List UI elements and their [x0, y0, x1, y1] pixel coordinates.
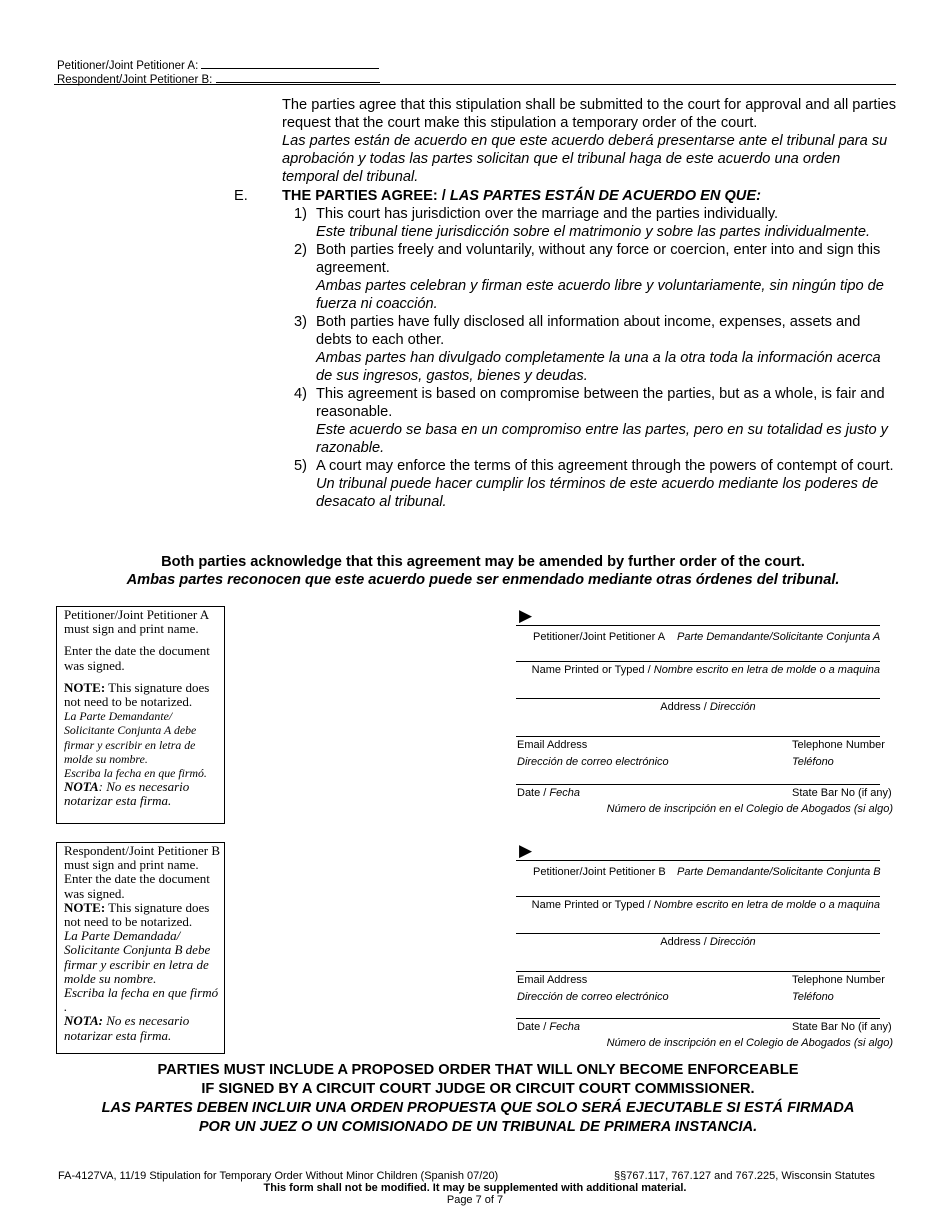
date-label-es: Fecha [549, 787, 580, 799]
box-a-note-label: NOTE: [64, 679, 106, 695]
box-b-note-text: This signature does not need to be notarized. [64, 899, 210, 930]
address-label-es: Dirección [709, 701, 756, 713]
sig-a-phone-label: Telephone Number [792, 739, 885, 751]
address-label-es: Dirección [709, 936, 756, 948]
item-es: Este tribunal tiene jurisdicción sobre el matrimonio y sobre las partes individualmente. [316, 224, 871, 240]
name-label-en: Name Printed or Typed / [531, 664, 654, 676]
sig-b-date-label [517, 1021, 580, 1034]
sig-a-date-label [517, 787, 580, 800]
sig-b-phone-label: Telephone Number [792, 974, 885, 986]
email-phone-line-b[interactable] [516, 971, 880, 972]
box-b-note [64, 901, 224, 929]
item-es: Ambas partes celebran y firman este acuerdo libre y voluntariamente, sin ningún tipo de fuerza ni coacción. [316, 278, 884, 312]
item-number: 3) [294, 314, 307, 330]
sig-b-bar-label-es: Número de inscripción en el Colegio de Abogados (si algo) [606, 1037, 893, 1049]
notice-line-4: POR UN JUEZ O UN COMISIONADO DE UN TRIBUNAL DE PRIMERA INSTANCIA. [198, 1119, 758, 1135]
notice-line-1: PARTIES MUST INCLUDE A PROPOSED ORDER THAT WILL ONLY BECOME ENFORCEABLE [157, 1062, 799, 1078]
sig-b-name-label [516, 899, 880, 912]
date-bar-line-a[interactable] [516, 784, 880, 785]
signature-line-a[interactable] [516, 625, 880, 626]
sign-here-arrow-icon: ▶ [519, 841, 533, 860]
box-a-sign-instruction: Petitioner/Joint Petitioner A must sign and print name. [64, 607, 209, 637]
sig-b-role-en: Petitioner/Joint Petitioner B [533, 866, 666, 878]
petitioner-a-name-field[interactable] [201, 56, 379, 69]
agreement-items [294, 205, 899, 511]
header-rule [54, 84, 896, 85]
intro-es: Las partes están de acuerdo en que este acuerdo deberá presentarse ante el tribunal para su aprobación y todas las partes solicitan que el tribunal haga de este acuerdo una orden temporal del tribunal. [282, 133, 888, 185]
box-a-nota-text: : No es necesario notarizar esta firma. [64, 779, 190, 809]
date-label-es: Fecha [549, 1021, 580, 1033]
sig-a-phone-label-es: Teléfono [792, 756, 834, 768]
sig-b-phone-label-es: Teléfono [792, 991, 834, 1003]
respondent-b-label: Respondent/Joint Petitioner B: [57, 74, 213, 86]
intro-paragraph [282, 96, 897, 186]
box-b-date-instruction: Enter the date the document was signed. [64, 871, 210, 901]
footer-page-number: Page 7 of 7 [446, 1194, 504, 1206]
address-label-en: Address / [660, 936, 710, 948]
signature-line-b[interactable] [516, 860, 880, 861]
box-a-nota-label: NOTA [64, 779, 99, 795]
footer-form-id: FA-4127VA, 11/19 Stipulation for Temporary Order Without Minor Children (Spanish 07/20) [58, 1170, 499, 1182]
date-label-en: Date / [517, 787, 550, 799]
box-a-note-text: This signature does not need to be notarized. [64, 679, 210, 710]
item-en: A court may enforce the terms of this agreement through the powers of contempt of court. [316, 458, 894, 474]
instruction-box-a [56, 606, 225, 824]
box-b-sign-instruction: Respondent/Joint Petitioner B must sign and print name. [64, 843, 220, 873]
notice-line-2: IF SIGNED BY A CIRCUIT COURT JUDGE OR CIRCUIT COURT COMMISSIONER. [201, 1081, 755, 1097]
sig-b-address-label [516, 936, 900, 949]
item-en: This court has jurisdiction over the marriage and the parties individually. [316, 206, 779, 222]
footer-statutes: §§767.117, 767.127 and 767.225, Wisconsin Statutes [614, 1170, 875, 1182]
list-item [294, 457, 899, 511]
email-phone-line-a[interactable] [516, 736, 880, 737]
sig-a-address-label [516, 701, 900, 714]
box-a-nota [64, 780, 224, 808]
section-e-title [282, 187, 761, 205]
address-line-a[interactable] [516, 698, 880, 699]
box-a-es-sign: La Parte Demandante/ Solicitante Conjunta A debe firmar y escribir en letra de molde su nombre. [64, 709, 197, 766]
box-b-es-sign: La Parte Demandada/ Solicitante Conjunta B debe firmar y escribir en letra de molde su nombre. [64, 928, 211, 986]
box-a-note [64, 681, 224, 709]
sign-here-arrow-icon: ▶ [519, 606, 533, 625]
item-es: Este acuerdo se basa en un compromiso entre las partes, pero en su totalidad es justo y razonable. [316, 422, 888, 456]
petitioner-a-label: Petitioner/Joint Petitioner A: [57, 60, 199, 72]
address-label-en: Address / [660, 701, 710, 713]
instruction-box-b [56, 842, 225, 1054]
box-b-nota-text: No es necesario notarizar esta firma. [64, 1013, 190, 1043]
list-item [294, 205, 899, 241]
name-label-es: Nombre escrito en letra de molde o a maquina [653, 899, 880, 911]
item-number: 4) [294, 386, 307, 402]
list-item [294, 313, 899, 385]
printed-name-line-a[interactable] [516, 661, 880, 662]
sig-b-bar-label: State Bar No (if any) [792, 1021, 892, 1033]
date-bar-line-b[interactable] [516, 1018, 880, 1019]
box-b-nota [64, 1014, 224, 1042]
printed-name-line-b[interactable] [516, 896, 880, 897]
footer-no-modify: This form shall not be modified. It may be supplemented with additional material. [263, 1182, 687, 1194]
box-b-nota-label: NOTA: [64, 1013, 103, 1029]
sig-a-bar-label-es: Número de inscripción en el Colegio de Abogados (si algo) [606, 803, 893, 815]
box-a-date-instruction: Enter the date the document was signed. [64, 643, 210, 673]
sig-a-bar-label: State Bar No (if any) [792, 787, 892, 799]
item-en: This agreement is based on compromise between the parties, but as a whole, is fair and reasonable. [316, 386, 885, 420]
sig-a-name-label [516, 664, 880, 677]
sig-b-email-label: Email Address [517, 974, 588, 986]
name-label-en: Name Printed or Typed / [531, 899, 654, 911]
box-a-es-date: Escriba la fecha en que firmó. [64, 766, 207, 781]
respondent-b-name-field[interactable] [216, 70, 380, 83]
intro-en: The parties agree that this stipulation shall be submitted to the court for approval and all parties request that the court make this stipulation a temporary order of the court. [282, 97, 897, 131]
list-item [294, 241, 899, 313]
sig-a-role-es: Parte Demandante/Solicitante Conjunta A [677, 631, 881, 643]
sig-b-role-es: Parte Demandante/Solicitante Conjunta B [677, 866, 881, 878]
section-e-letter: E. [234, 188, 248, 204]
list-item [294, 385, 899, 457]
item-number: 5) [294, 458, 307, 474]
acknowledge-es: Ambas partes reconocen que este acuerdo puede ser enmendado mediante otras órdenes del tribunal. [126, 572, 840, 588]
acknowledge-en: Both parties acknowledge that this agreement may be amended by further order of the court. [161, 554, 805, 570]
section-e-title-es: LAS PARTES ESTÁN DE ACUERDO EN QUE: [449, 188, 761, 204]
item-en: Both parties have fully disclosed all information about income, expenses, assets and debts to each other. [316, 314, 861, 348]
box-b-es-date: Escriba la fecha en que firmó . [64, 985, 219, 1015]
item-es: Un tribunal puede hacer cumplir los términos de este acuerdo mediante los poderes de desacato al tribunal. [316, 476, 879, 510]
date-label-en: Date / [517, 1021, 550, 1033]
sig-a-role-en: Petitioner/Joint Petitioner A [533, 631, 666, 643]
box-b-note-label: NOTE: [64, 899, 106, 915]
item-number: 2) [294, 242, 307, 258]
item-en: Both parties freely and voluntarily, without any force or coercion, enter into and sign this agreement. [316, 242, 881, 276]
item-es: Ambas partes han divulgado completamente la una a la otra toda la información acerca de sus ingresos, gastos, bienes y deudas. [316, 350, 881, 384]
section-e-title-en: THE PARTIES AGREE: / [282, 188, 450, 204]
sig-a-email-label: Email Address [517, 739, 588, 751]
sig-b-email-label-es: Dirección de correo electrónico [517, 991, 669, 1003]
item-number: 1) [294, 206, 307, 222]
name-label-es: Nombre escrito en letra de molde o a maquina [653, 664, 880, 676]
address-line-b[interactable] [516, 933, 880, 934]
sig-a-email-label-es: Dirección de correo electrónico [517, 756, 669, 768]
notice-line-3: LAS PARTES DEBEN INCLUIR UNA ORDEN PROPUESTA QUE SOLO SERÁ EJECUTABLE SI ESTÁ FIRMADA [101, 1100, 855, 1116]
